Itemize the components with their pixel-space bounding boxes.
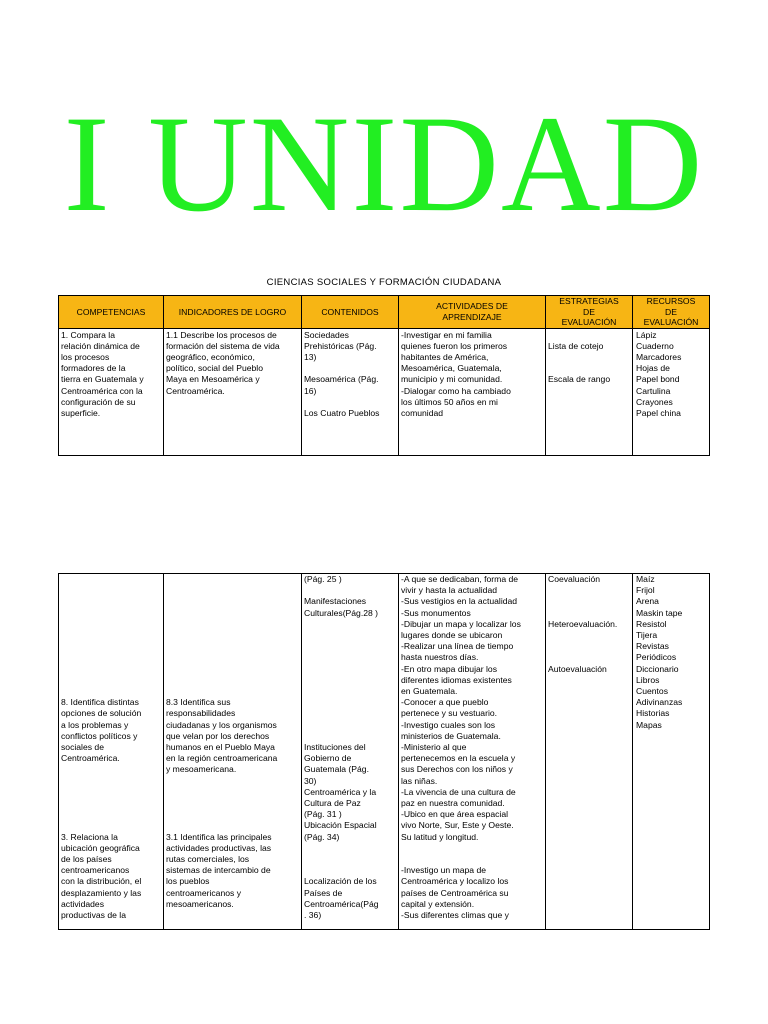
cell-indicador: 1.1 Describe los procesos de formación del sistema de vida geográfico, económico, político, social del Pueblo Maya en Mesoamérica y Centroamérica.: [164, 328, 302, 455]
cell-actividades: -Investigar en mi familia quienes fueron los primeros habitantes de América, Mesoamérica, Guatemala, municipio y mi comunidad. -Dialogar como ha cambiado los últimos 50 años en mi comunidad: [399, 328, 546, 455]
cell-competencia: 1. Compara la relación dinámica de los procesos formadores de la tierra en Guatemala y Centroamérica con la configuración de su superficie.: [59, 328, 164, 455]
cell-competencia: 8. Identifica distintas opciones de solución a los problemas y conflictos políticos y sociales de Centroamérica. 3. Relaciona la ubicación geográfica de los países centroamericanos con la distribución, el desplazamiento y las actividades productivas de la: [59, 574, 164, 930]
subject-heading: CIENCIAS SOCIALES Y FORMACIÓN CIUDADANA: [266, 277, 502, 288]
header-competencias: COMPETENCIAS: [59, 296, 164, 329]
header-contenidos: CONTENIDOS: [302, 296, 399, 329]
header-estrategias: ESTRATEGIAS DE EVALUACIÓN: [546, 296, 633, 329]
header-actividades: ACTIVIDADES DE APRENDIZAJE: [399, 296, 546, 329]
planning-table-continued: [58, 573, 710, 930]
table-row: [59, 328, 710, 455]
header-indicadores: INDICADORES DE LOGRO: [164, 296, 302, 329]
planning-table-top: [58, 295, 710, 456]
cell-indicador: 8.3 Identifica sus responsabilidades ciudadanas y los organismos que velan por los derechos humanos en el Pueblo Maya en la región centroamericana y mesoamericana. 3.1 Identifica las principales actividades productivas, las rutas comerciales, los sistemas de intercambio de los pueblos centroamericanos y mesoamericanos.: [164, 574, 302, 930]
cell-recursos: Maíz Frijol Arena Maskin tape Resistol Tijera Revistas Periódicos Diccionario Libros Cuentos Adivinanzas Historias Mapas: [633, 574, 710, 930]
cell-actividades: -A que se dedicaban, forma de vivir y hasta la actualidad -Sus vestigios en la actualidad -Sus monumentos -Dibujar un mapa y localizar los lugares donde se ubicaron -Realizar una línea de tiempo hasta nuestros días. -En otro mapa dibujar los diferentes idiomas existentes en Guatemala. -Conocer a que pueblo pertenece y su vestuario. -Investigo cuales son los ministerios de Guatemala. -Ministerio al que pertenecemos en la escuela y sus Derechos con los niños y las niñas. -La vivencia de una cultura de paz en nuestra comunidad. -Ubico en que área espacial vivo Norte, Sur, Este y Oeste. Su latitud y longitud. -Investigo un mapa de Centroamérica y localizo los países de Centroamérica su capital y extensión. -Sus diferentes climas que y: [399, 574, 546, 930]
cell-contenido: (Pág. 25 ) Manifestaciones Culturales(Pág.28 ) Instituciones del Gobierno de Guatemala (Pág. 30) Centroamérica y la Cultura de Paz (Pág. 31 ) Ubicación Espacial (Pág. 34) Localización de los Países de Centroamérica(Pág . 36): [302, 574, 399, 930]
table-header-row: [59, 296, 710, 329]
page-title: I UNIDAD: [63, 87, 705, 240]
cell-contenido: Sociedades Prehistóricas (Pág. 13) Mesoamérica (Pág. 16) Los Cuatro Pueblos: [302, 328, 399, 455]
cell-recursos: Lápiz Cuaderno Marcadores Hojas de Papel bond Cartulina Crayones Papel china: [633, 328, 710, 455]
cell-estrategias: Lista de cotejo Escala de rango: [546, 328, 633, 455]
table-row: [59, 574, 710, 930]
header-recursos: RECURSOS DE EVALUACIÓN: [633, 296, 710, 329]
cell-estrategias: Coevaluación Heteroevaluación. Autoevaluación: [546, 574, 633, 930]
